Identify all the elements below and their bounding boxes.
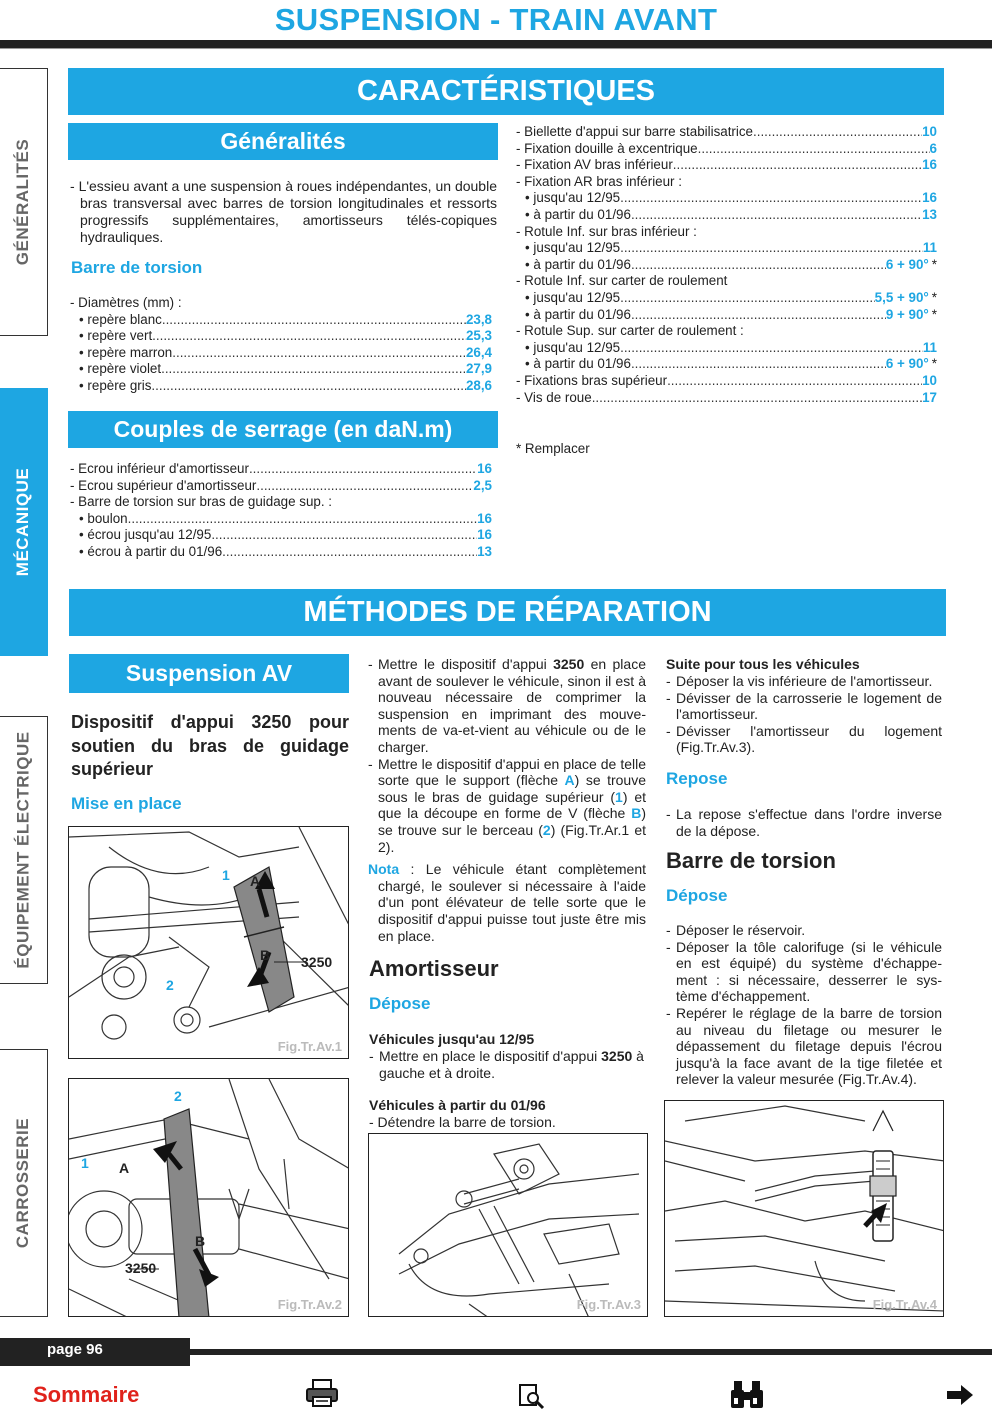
column-3-text [666, 656, 942, 756]
svg-text:A: A [250, 873, 261, 889]
spec-row: - Ecrou inférieur d'amortisseur ..... 16 [70, 461, 492, 478]
svg-text:B: B [260, 947, 271, 963]
spec-row: • repère gris ..... 28,6 [70, 378, 492, 395]
vehicules-1 [369, 1031, 646, 1081]
tab-generalites[interactable]: GÉNÉRALITÉS [0, 68, 48, 336]
list-item: - La repose s'effectue dans l'ordre inverse de la dépose. [666, 806, 942, 839]
spec-row: • à partir du 01/96 ..... 9 + 90° * [516, 307, 937, 324]
tab-carrosserie[interactable]: CARROSSERIE [0, 1049, 48, 1317]
depose-heading-2: Dépose [666, 886, 728, 905]
list-item: - Mettre le dispositif d'appui en place de telle sorte que le support (flèche A) se trouve sous le bras de guidage supérieur (1) et que la découpe en forme de V (flèche B) se trouve sur le berceau (2) (Fig.Tr.Ar.1 et 2). [368, 755, 647, 855]
svg-text:1: 1 [81, 1155, 89, 1171]
list-item: - Mettre en place le dispositif d'appui 3250 à gauche et à droite. [369, 1048, 644, 1081]
page-number: page 96 [0, 1338, 190, 1366]
depose-list [666, 922, 942, 1088]
spec-row: • à partir du 01/96 ..... 6 + 90° * [516, 356, 937, 373]
figure-tr-av-4 [664, 1100, 944, 1317]
figure-caption: Fig.Tr.Av.2 [277, 1297, 342, 1312]
spec-row: • repère vert ..... 25,3 [70, 328, 492, 345]
couples-list [70, 461, 492, 561]
figure-caption: Fig.Tr.Av.1 [277, 1039, 342, 1054]
barre-torsion-heading: Barre de torsion [71, 258, 203, 277]
replace-note: * Remplacer [516, 441, 590, 456]
spec-row: - Fixation AV bras inférieur ..... 16 [516, 157, 937, 174]
spec-row: • jusqu'au 12/95 ..... 11 [516, 340, 937, 357]
figure-caption: Fig.Tr.Av.3 [576, 1297, 641, 1312]
figure-tr-av-3 [368, 1133, 648, 1317]
list-item: - Dévisser l'amortisseur du logement (Fig.Tr.Av.3). [666, 722, 942, 756]
list-item: - Mettre le dispositif d'appui 3250 en place avant de soulever le véhicule, sinon il est à nouveau nécessaire de comprimer la suspension en imprimant des mouve-ments de va-et-vient au véhicule ou de le charger. [368, 656, 646, 755]
binoculars-icon[interactable] [728, 1378, 766, 1410]
svg-text:1: 1 [222, 867, 230, 883]
spec-subhead: - Fixation AR bras inférieur : [516, 173, 682, 189]
figure-tr-av-2 [68, 1078, 349, 1317]
spec-subhead: - Barre de torsion sur bras de guidage sup. : [70, 494, 333, 510]
spec-row: - Fixations bras supérieur ..... 10 [516, 373, 937, 390]
suite-title: Suite pour tous les véhicules [666, 656, 860, 672]
svg-text:B: B [195, 1233, 206, 1249]
search-document-icon[interactable] [518, 1383, 546, 1411]
tab-mecanique[interactable]: MÉCANIQUE [0, 388, 48, 656]
spec-subhead: - Rotule Inf. sur carter de roulement [516, 273, 728, 289]
suspension-illustration [69, 827, 349, 1059]
svg-text:A: A [119, 1160, 130, 1176]
suspension-illustration [69, 1079, 349, 1317]
spec-row: • repère marron ..... 26,4 [70, 345, 492, 362]
amortisseur-heading: Amortisseur [369, 956, 499, 981]
spec-row: • jusqu'au 12/95 ..... 11 [516, 240, 937, 257]
list-item: - Détendre la barre de torsion. [369, 1114, 556, 1130]
list-item: - Dévisser de la carrosserie le logement de l'amortisseur. [666, 689, 942, 723]
spec-row: • écrou à partir du 01/96 ..... 13 [70, 544, 492, 561]
vehicules-2 [369, 1097, 646, 1131]
svg-text:3250: 3250 [301, 954, 333, 970]
vehicules-title: Véhicules à partir du 01/96 [369, 1097, 546, 1113]
sommaire-link[interactable]: Sommaire [33, 1382, 140, 1407]
header-rule-thin [0, 48, 992, 49]
barre-torsion-title: Barre de torsion [666, 848, 836, 873]
spec-row: - Biellette d'appui sur barre stabilisatrice ..... 10 [516, 124, 937, 141]
column-2-text [368, 656, 646, 944]
barre-torsion-illustration [665, 1101, 944, 1317]
suspension-av-band: Suspension AV [69, 654, 349, 693]
couples-list-continued [516, 124, 937, 406]
generalites-text: - L'essieu avant a une suspension à roues indépendantes, un double bras transversal avec barres de torsion longitudinales et ressorts progressifs supplémentaires, amortisseurs télés-copiques hydrauliques. [70, 178, 497, 245]
header-rule [0, 40, 992, 48]
mise-en-place-heading: Mise en place [71, 794, 182, 813]
nota: Nota : Le véhicule étant complètement chargé, le soulever si nécessaire à l'aide d'un pont élévateur de telle sorte que le dispositif d'appui puisse tout juste être mis en place. [368, 861, 646, 944]
printer-icon[interactable] [305, 1378, 339, 1408]
spec-row: • repère blanc ..... 23,8 [70, 312, 492, 329]
svg-text:3250: 3250 [125, 1260, 157, 1276]
amortisseur-illustration [369, 1134, 648, 1317]
barre-torsion-list [70, 295, 492, 395]
svg-text:2: 2 [166, 977, 174, 993]
spec-row: • à partir du 01/96 ..... 6 + 90° * [516, 257, 937, 274]
svg-text:2: 2 [174, 1088, 182, 1104]
caracteristiques-band: CARACTÉRISTIQUES [68, 68, 944, 115]
spec-row: • jusqu'au 12/95 ..... 16 [516, 190, 937, 207]
spec-subhead: - Rotule Sup. sur carter de roulement : [516, 323, 744, 339]
spec-row: - Fixation douille à excentrique ..... 6 [516, 141, 937, 158]
tab-equipement-electrique[interactable]: ÉQUIPEMENT ÉLECTRIQUE [0, 716, 48, 984]
list-item: - Déposer la tôle calorifuge (si le véhicule en est équipé) du système d'échappe-ment : si nécessaire, desserrer le sys-tème d'échappement. [666, 938, 942, 1005]
page-title: SUSPENSION - TRAIN AVANT [274, 2, 718, 37]
barre-intro: - Diamètres (mm) : [70, 295, 182, 310]
spec-row: - Vis de roue ..... 17 [516, 390, 937, 407]
list-item: - Déposer le réservoir. [666, 922, 806, 938]
figure-tr-av-1 [68, 826, 349, 1059]
repose-heading: Repose [666, 769, 728, 788]
dispositif-heading: Dispositif d'appui 3250 pour soutien du bras de guidage supérieur [71, 712, 349, 779]
list-item: - Repérer le réglage de la barre de torsion au niveau du filetage ou mesurer le dépassement du filetage depuis l'écrou jusqu'à la face avant de la tige filetée et relever la valeur mesurée (Fig.Tr.Av.4). [666, 1004, 942, 1088]
spec-row: • écrou jusqu'au 12/95 ..... 16 [70, 527, 492, 544]
spec-row: • repère violet ..... 27,9 [70, 361, 492, 378]
next-arrow-icon[interactable] [945, 1383, 975, 1407]
spec-row: - Ecrou supérieur d'amortisseur ..... 2,5 [70, 478, 492, 495]
depose-heading: Dépose [369, 994, 431, 1013]
figure-caption: Fig.Tr.Av.4 [872, 1297, 937, 1312]
couples-band: Couples de serrage (en daN.m) [68, 411, 498, 448]
spec-row: • boulon ..... 16 [70, 511, 492, 528]
spec-row: • à partir du 01/96 ..... 13 [516, 207, 937, 224]
list-item: - Déposer la vis inférieure de l'amortisseur. [666, 673, 933, 689]
generalites-band: Généralités [68, 123, 498, 160]
vehicules-title: Véhicules jusqu'au 12/95 [369, 1031, 535, 1047]
spec-row: • jusqu'au 12/95 ..... 5,5 + 90° * [516, 290, 937, 307]
spec-subhead: - Rotule Inf. sur bras inférieur : [516, 223, 697, 239]
methodes-band: MÉTHODES DE RÉPARATION [69, 589, 946, 636]
